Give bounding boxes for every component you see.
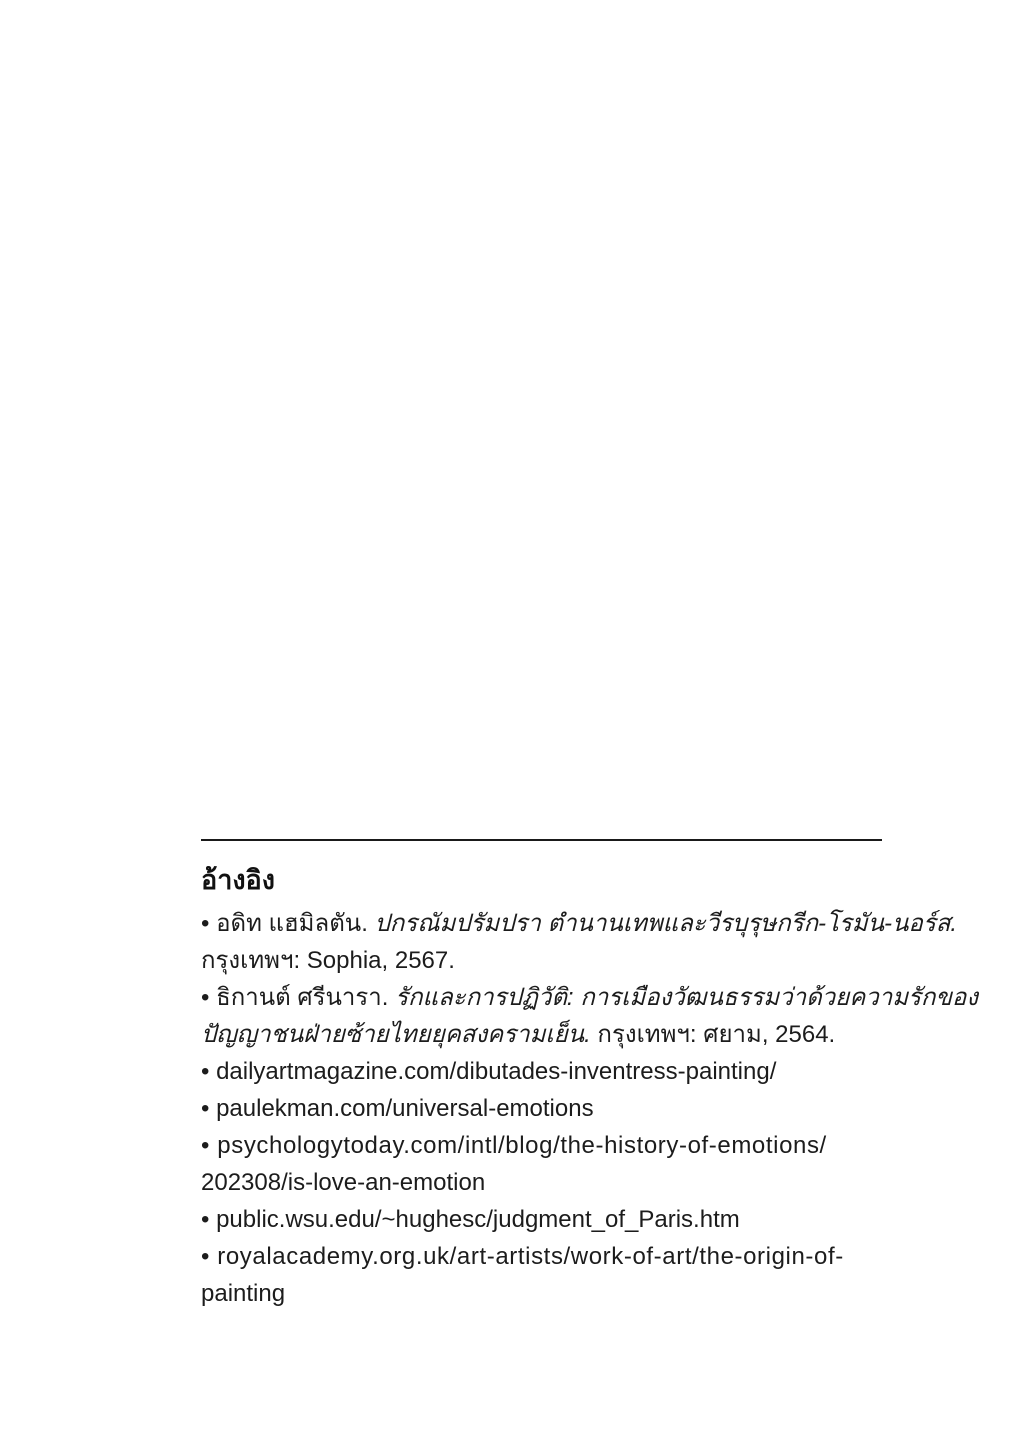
reference-entry: [201, 1238, 882, 1312]
reference-entry: [201, 905, 958, 979]
reference-book-title: ปกรณัมปรัมปรา ตำนานเทพและวีรบุรุษกรีก-โรมัน-นอร์ส.: [374, 910, 958, 937]
references-section: [201, 839, 978, 1312]
reference-url-text: 202308/is-love-an-emotion: [201, 1169, 486, 1196]
reference-url-text: • paulekman.com/universal-emotions: [201, 1095, 594, 1122]
reference-line: [201, 1164, 882, 1201]
reference-entry: [201, 1053, 882, 1090]
reference-line: [201, 1127, 882, 1164]
reference-url-text: painting: [201, 1280, 286, 1307]
reference-line: [201, 905, 958, 942]
reference-url-text: • public.wsu.edu/~hughesc/judgment_of_Paris.htm: [201, 1206, 740, 1233]
reference-line: [201, 1016, 882, 1053]
reference-line: [201, 1053, 882, 1090]
reference-publisher-text: กรุงเทพฯ: ศยาม, 2564.: [590, 1021, 836, 1048]
reference-publisher-text: กรุงเทพฯ: Sophia, 2567.: [201, 947, 455, 974]
reference-line: [201, 1090, 882, 1127]
reference-entry: [201, 1201, 882, 1238]
reference-line: [201, 1238, 882, 1275]
reference-book-title: รักและการปฏิวัติ: การเมืองวัฒนธรรมว่าด้วยความรักของ: [395, 984, 978, 1011]
reference-line: [201, 1275, 882, 1312]
references-heading: อ้างอิง: [201, 865, 275, 895]
reference-url-text: • royalacademy.org.uk/art-artists/work-of-art/the-origin-of-: [201, 1243, 844, 1270]
reference-entry: [201, 979, 978, 1053]
section-divider: [201, 839, 882, 841]
reference-entry: [201, 1090, 882, 1127]
reference-book-title: ปัญญาชนฝ่ายซ้ายไทยยุคสงครามเย็น.: [201, 1021, 591, 1048]
reference-author-text: • อดิท แฮมิลตัน.: [201, 910, 375, 937]
reference-url-text: • psychologytoday.com/intl/blog/the-history-of-emotions/: [201, 1132, 827, 1159]
reference-line: [201, 942, 882, 979]
reference-author-text: • ธิกานต์ ศรีนารา.: [201, 984, 396, 1011]
reference-url-text: • dailyartmagazine.com/dibutades-inventress-painting/: [201, 1058, 777, 1085]
reference-entry: [201, 1127, 882, 1201]
reference-line: [201, 979, 978, 1016]
reference-line: [201, 1201, 882, 1238]
